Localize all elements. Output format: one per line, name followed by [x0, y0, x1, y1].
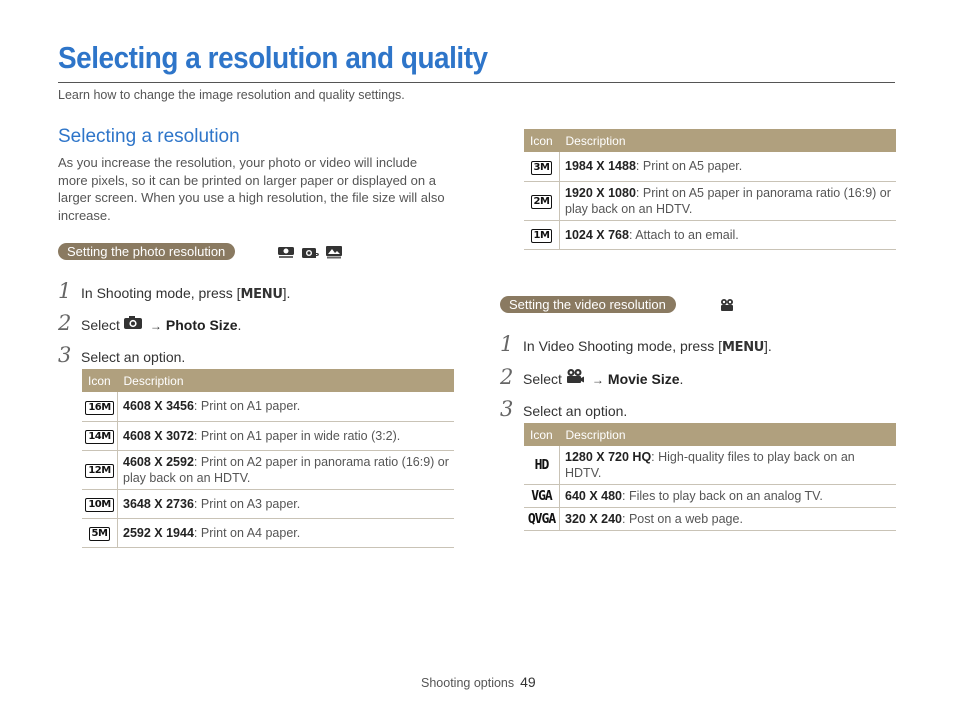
- table-row: 16M 4608 X 3456: Print on A1 paper.: [82, 392, 454, 421]
- svg-text:P: P: [314, 252, 319, 259]
- photo-step-2: 2 Select → Photo Size .: [58, 311, 242, 335]
- page-subtitle: Learn how to change the image resolution and quality settings.: [58, 88, 405, 102]
- movie-mode-icon: [719, 298, 735, 312]
- video-step-2: 2 Select → Movie Size .: [500, 365, 684, 389]
- resolution-5m-icon: 5M: [89, 527, 111, 541]
- resolution-14m-icon: 14M: [85, 430, 113, 444]
- page-number: 49: [520, 674, 536, 690]
- movie-camera-icon: [565, 368, 585, 384]
- movie-size-option: Movie Size: [607, 371, 680, 387]
- hd-resolution-icon: HD: [534, 457, 549, 473]
- col-icon: Icon: [524, 423, 560, 446]
- table-row: 1M 1024 X 768: Attach to an email.: [524, 220, 896, 249]
- photo-mode-icons: [277, 245, 343, 259]
- table-row: 14M 4608 X 3072: Print on A1 paper in wide ratio (3:2).: [82, 421, 454, 450]
- section-heading: Selecting a resolution: [58, 126, 240, 147]
- photo-step-3: 3 Select an option.: [58, 343, 186, 367]
- qvga-resolution-icon: QVGA: [527, 511, 556, 527]
- resolution-2m-icon: 2M: [531, 195, 553, 209]
- section-intro: As you increase the resolution, your photo or video will include more pixels, so it can be printed on larger paper or displayed on a larger screen. When you use a high resolution, the file size will also increase.: [58, 155, 445, 223]
- resolution-10m-icon: 10M: [85, 498, 113, 512]
- resolution-12m-icon: 12M: [85, 464, 113, 478]
- resolution-3m-icon: 3M: [531, 161, 553, 175]
- page-title: Selecting a resolution and quality: [58, 40, 488, 75]
- table-row: 2M 1920 X 1080: Print on A5 paper in panorama ratio (16:9) or play back on an HDTV.: [524, 181, 896, 220]
- table-row: 10M 3648 X 2736: Print on A3 paper.: [82, 489, 454, 518]
- photo-resolution-badge: Setting the photo resolution: [58, 243, 235, 260]
- vga-resolution-icon: VGA: [531, 488, 552, 504]
- col-description: Description: [118, 369, 455, 392]
- photo-step-1: 1 In Shooting mode, press [ MENU ].: [58, 279, 291, 303]
- menu-key: MENU: [721, 340, 765, 355]
- col-icon: Icon: [82, 369, 118, 392]
- col-description: Description: [560, 423, 897, 446]
- scene-mode-icon: [325, 245, 343, 259]
- table-row: QVGA 320 X 240: Post on a web page.: [524, 508, 896, 531]
- video-mode-icons: [719, 298, 735, 312]
- photo-size-option: Photo Size: [165, 317, 238, 333]
- table-row: VGA 640 X 480: Files to play back on an analog TV.: [524, 485, 896, 508]
- smart-mode-icon: [277, 245, 295, 259]
- table-row: 3M 1984 X 1488: Print on A5 paper.: [524, 152, 896, 181]
- col-icon: Icon: [524, 129, 560, 152]
- resolution-1m-icon: 1M: [531, 229, 553, 243]
- photo-resolution-table: [82, 369, 454, 548]
- video-step-3: 3 Select an option.: [500, 397, 628, 421]
- table-row: 5M 2592 X 1944: Print on A4 paper.: [82, 518, 454, 547]
- table-row: 12M 4608 X 2592: Print on A2 paper in panorama ratio (16:9) or play back on an HDTV.: [82, 450, 454, 489]
- footer-section: Shooting options: [421, 676, 515, 690]
- col-description: Description: [560, 129, 897, 152]
- video-step-1: 1 In Video Shooting mode, press [ MENU ].: [500, 332, 772, 356]
- resolution-16m-icon: 16M: [85, 401, 113, 415]
- program-mode-icon: [301, 245, 319, 259]
- video-resolution-table: [524, 423, 896, 531]
- camera-icon: [123, 315, 143, 330]
- menu-key: MENU: [240, 287, 283, 302]
- page-footer: [421, 674, 536, 690]
- video-resolution-badge: Setting the video resolution: [500, 296, 676, 313]
- title-divider: [58, 82, 895, 83]
- table-row: HD 1280 X 720 HQ: High-quality files to play back on an HDTV.: [524, 446, 896, 485]
- photo-resolution-table-continued: [524, 129, 896, 250]
